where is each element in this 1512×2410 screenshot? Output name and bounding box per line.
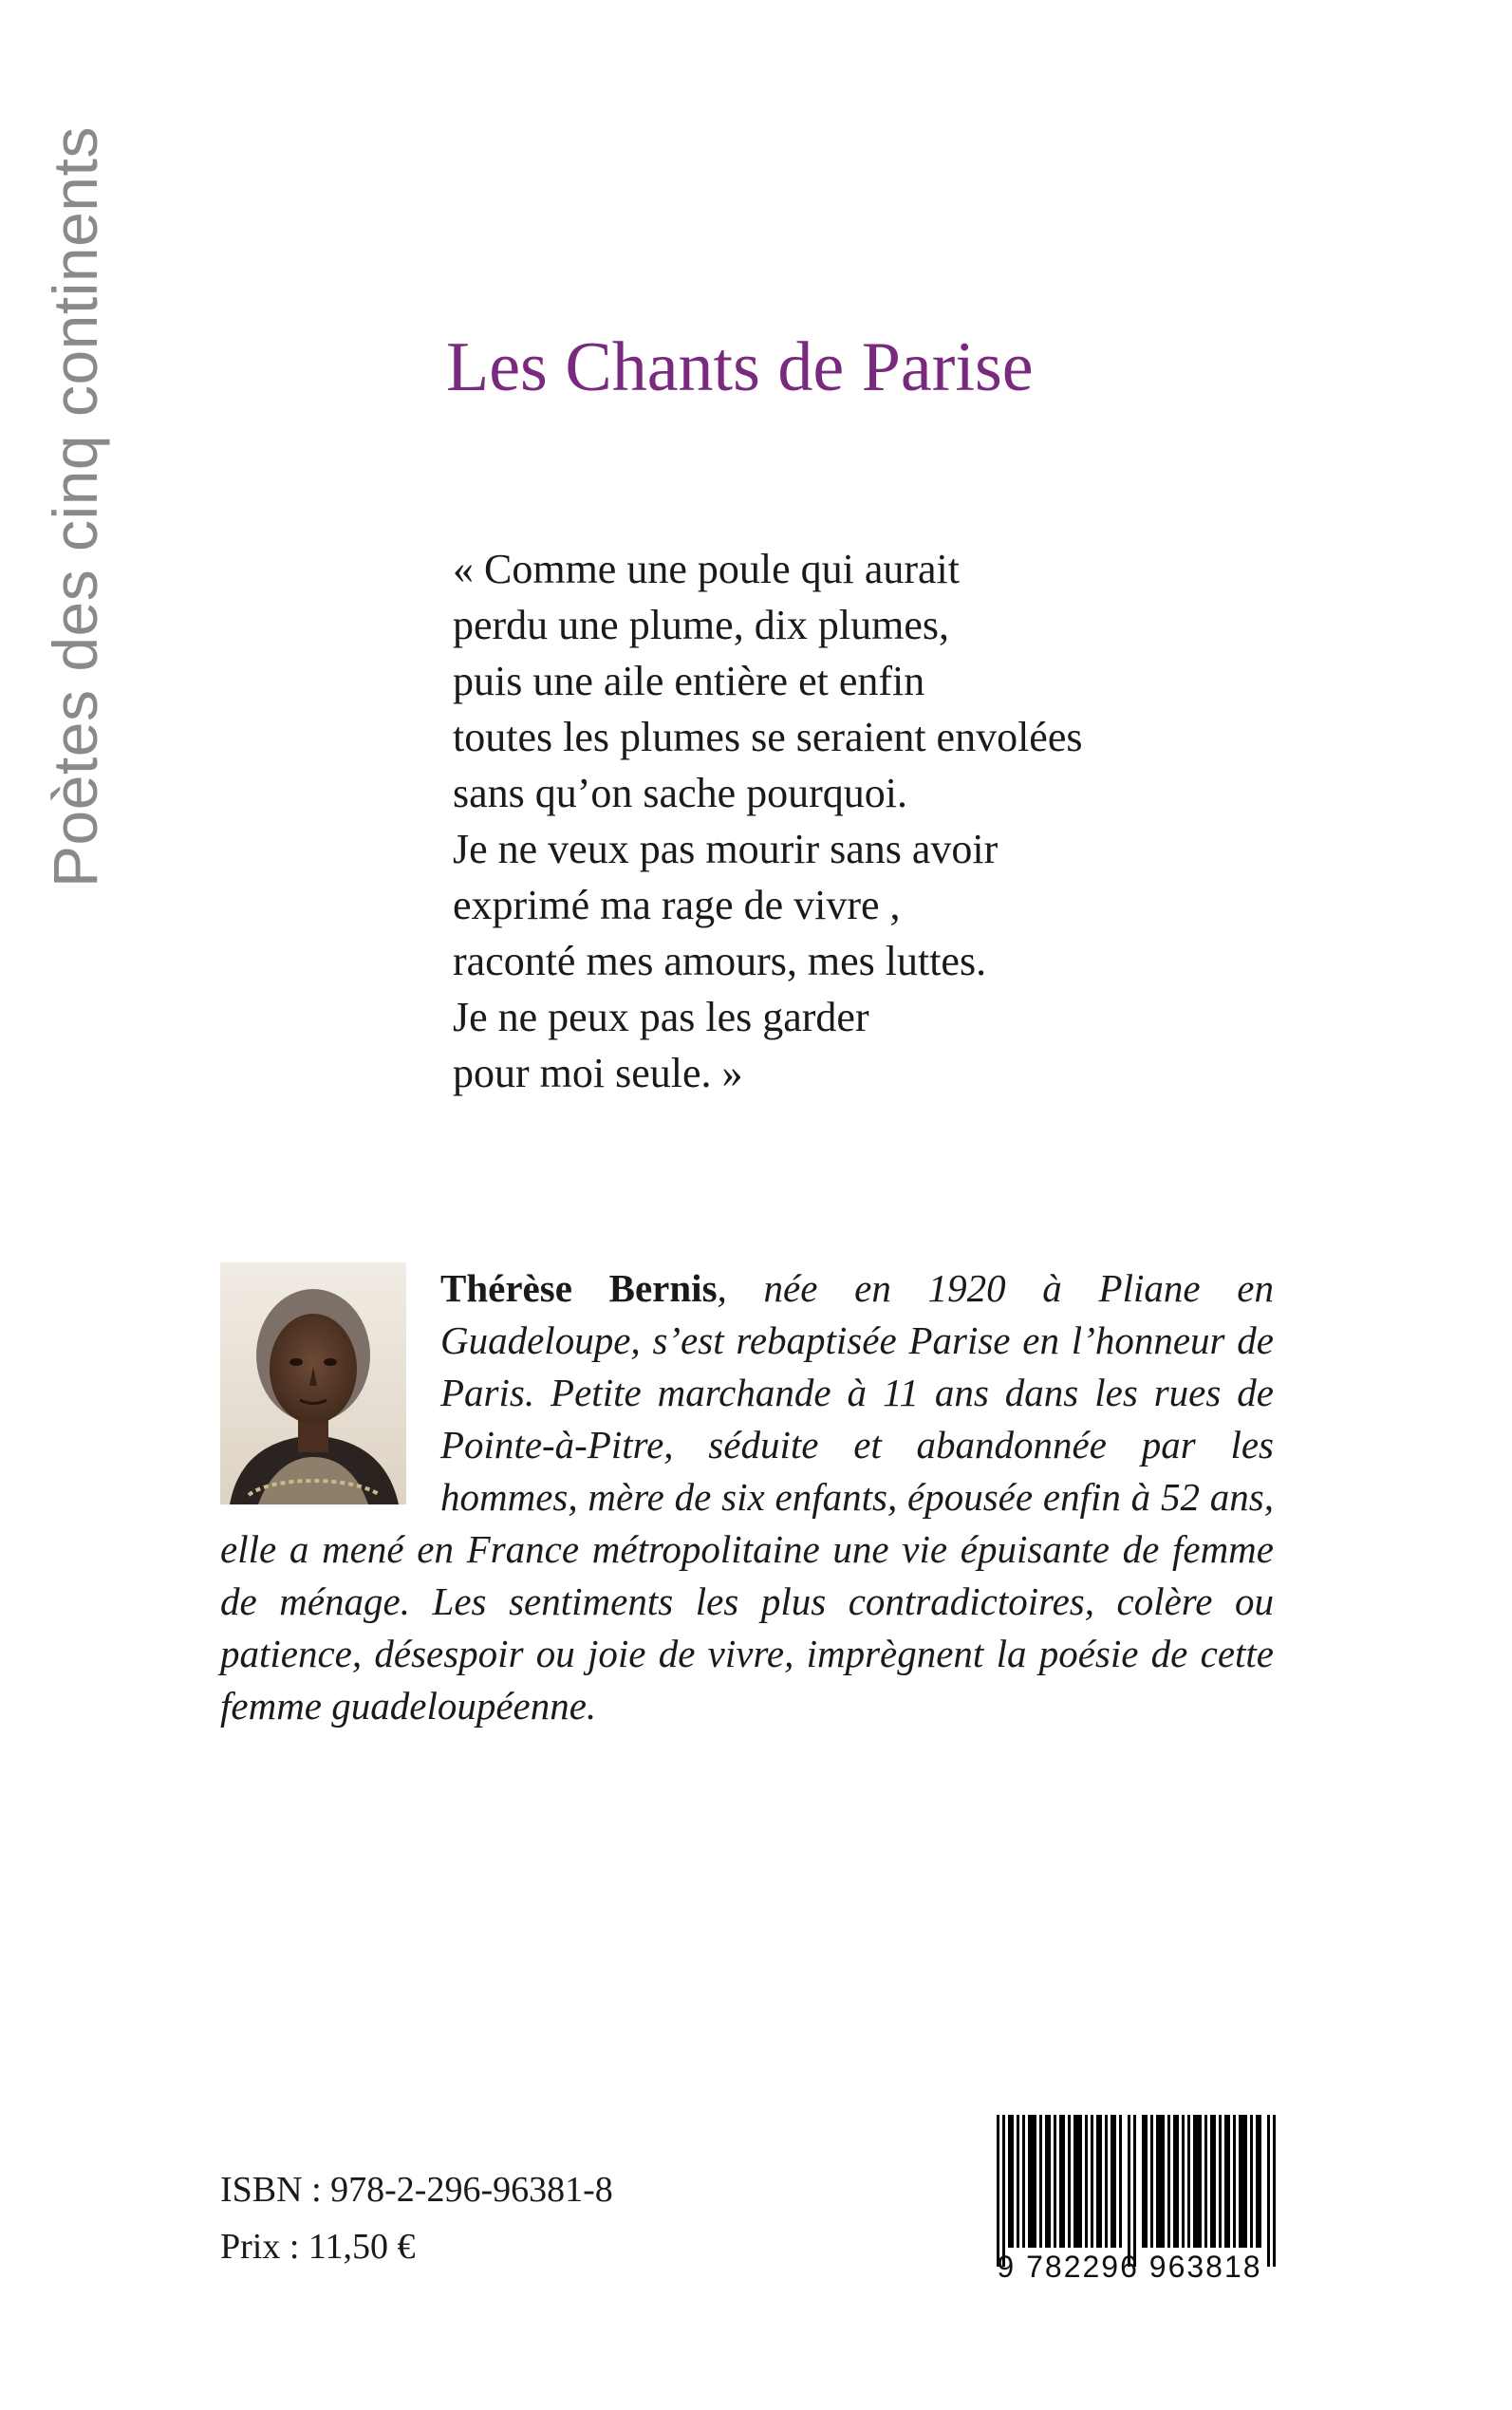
author-name: Thérèse Bernis	[440, 1266, 718, 1310]
poem-line: exprimé ma rage de vivre ,	[453, 882, 901, 928]
spine	[23, 119, 127, 887]
poem-line: raconté mes amours, mes luttes.	[453, 938, 987, 984]
poem-line: puis une aile entière et enfin	[453, 658, 925, 704]
barcode-digits: 9 782296 963818	[997, 2250, 1262, 2284]
series-name: Poètes des cinq continents	[40, 126, 110, 887]
book-title: Les Chants de Parise	[446, 328, 1034, 406]
barcode	[997, 2115, 1281, 2267]
poem-line: toutes les plumes se seraient envolées	[453, 714, 1083, 760]
poem-excerpt	[453, 541, 1212, 1101]
price: Prix : 11,50 €	[220, 2227, 416, 2267]
poem-line: Je ne peux pas les garder	[453, 994, 869, 1040]
bio-text: , née en 1920 à Pliane en Guadeloupe, s’est rebaptisée Parise en l’honneur de Paris. Petite marchande à 11 ans dans les rues de Pointe-à-Pitre, séduite et abandonnée par les hommes, mère de six enfants, épousée enfin à 52 ans, elle a mené en France métropolitaine une vie épuisante de femme de ménage. Les sentiments les plus contradictoires, colère ou patience, désespoir ou joie de vivre, imprègnent la poésie de cette femme guadeloupéenne.	[220, 1266, 1274, 1728]
poem-line: sans qu’on sache pourquoi.	[453, 770, 908, 816]
author-bio	[220, 1262, 1274, 1732]
bio-photo-space	[220, 1262, 440, 1500]
poem-line: « Comme une poule qui aurait	[453, 546, 960, 592]
poem-line: pour moi seule. »	[453, 1050, 743, 1096]
isbn: ISBN : 978-2-296-96381-8	[220, 2170, 613, 2210]
poem-line: perdu une plume, dix plumes,	[453, 602, 950, 648]
poem-line: Je ne veux pas mourir sans avoir	[453, 826, 999, 872]
